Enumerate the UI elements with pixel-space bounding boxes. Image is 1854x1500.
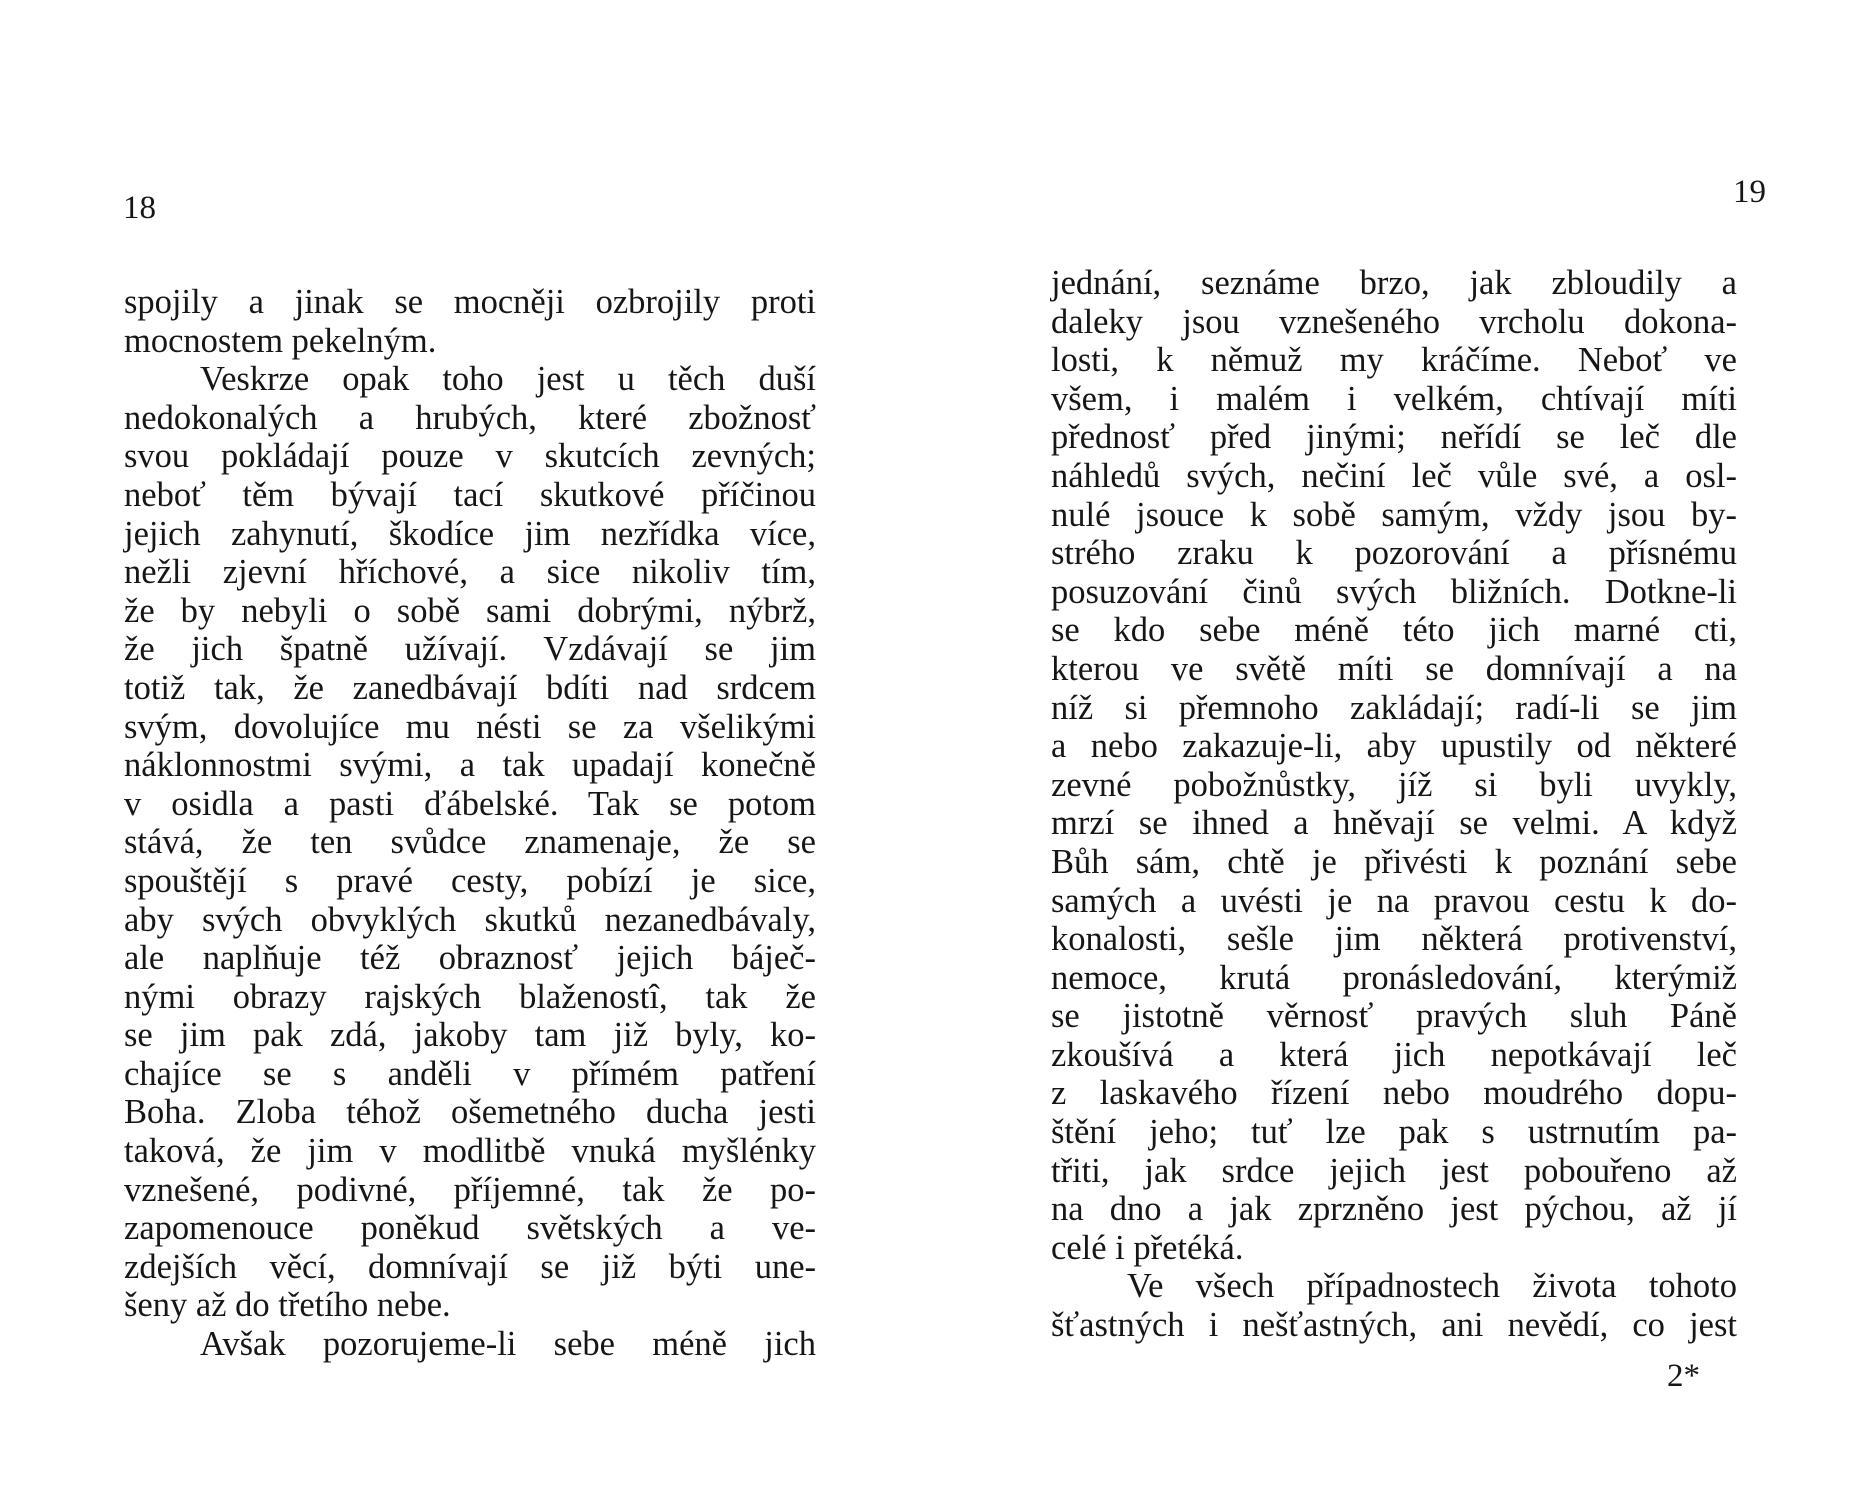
signature-mark: 2* bbox=[1667, 1358, 1700, 1394]
page-number: 18 bbox=[123, 190, 156, 226]
text-line: Veskrze opak toho jest u těch duší bbox=[200, 360, 816, 399]
text-line: spojily a jinak se mocněji ozbrojily proti bbox=[124, 283, 816, 321]
text-line: strého zraku k pozorování a přísnému bbox=[1051, 534, 1737, 573]
text-line: vznešené, podivné, příjemné, tak že po- bbox=[124, 1170, 816, 1209]
text-line: Bůh sám, chtě je přivésti k poznání sebe bbox=[1051, 842, 1737, 881]
text-line: Avšak pozorujeme-li sebe méně jich bbox=[200, 1325, 816, 1364]
text-line: mrzí se ihned a hněvají se velmi. A když bbox=[1051, 804, 1737, 843]
body-text bbox=[124, 283, 816, 1364]
text-line: neboť těm bývají tací skutkové příčinou bbox=[124, 475, 816, 514]
text-line: štění jeho; tuť lze pak s ustrnutím pa- bbox=[1051, 1113, 1737, 1152]
text-line: Ve všech případnostech života tohoto bbox=[1127, 1267, 1737, 1306]
text-line: daleky jsou vznešeného vrcholu dokona- bbox=[1051, 302, 1737, 341]
text-line: nežli zjevní hříchové, a sice nikoliv tím, bbox=[124, 553, 816, 592]
text-line: jednání, seznáme brzo, jak zbloudily a bbox=[1051, 264, 1737, 302]
text-line: že jich špatně užívají. Vzdávají se jim bbox=[124, 630, 816, 669]
text-line: Boha. Zloba téhož ošemetného ducha jesti bbox=[124, 1093, 816, 1132]
body-text bbox=[1051, 264, 1737, 1345]
text-line: nými obrazy rajských blaženostî, tak že bbox=[124, 977, 816, 1016]
text-line: totiž tak, že zanedbávají bdíti nad srdcem bbox=[124, 668, 816, 707]
text-line: ale naplňuje též obraznosť jejich báječ- bbox=[124, 939, 816, 978]
text-line: náklonnostmi svými, a tak upadají konečně bbox=[124, 746, 816, 785]
text-line: se jim pak zdá, jakoby tam již byly, ko- bbox=[124, 1016, 816, 1055]
text-line: posuzování činů svých bližních. Dotkne-li bbox=[1051, 572, 1737, 611]
text-line: šeny až do třetího nebe. bbox=[124, 1286, 451, 1325]
text-line: samých a uvésti je na pravou cestu k do- bbox=[1051, 881, 1737, 920]
text-line: svou pokládají pouze v skutcích zevných; bbox=[124, 437, 816, 476]
text-line: náhledů svých, nečiní leč vůle své, a osl- bbox=[1051, 456, 1737, 495]
text-line: všem, i malém i velkém, chtívají míti bbox=[1051, 379, 1737, 418]
text-line: se kdo sebe méně této jich marné cti, bbox=[1051, 611, 1737, 650]
text-line: zapomenouce poněkud světských a ve- bbox=[124, 1209, 816, 1248]
text-line: přednosť před jinými; neřídí se leč dle bbox=[1051, 418, 1737, 457]
text-line: svým, dovolujíce mu nésti se za všelikými bbox=[124, 707, 816, 746]
text-line: nemoce, krutá pronásledování, kterýmiž bbox=[1051, 958, 1737, 997]
text-line: konalosti, sešle jim některá protivenství, bbox=[1051, 920, 1737, 959]
text-line: zevné pobožnůstky, jíž si byli uvykly, bbox=[1051, 765, 1737, 804]
text-line: jejich zahynutí, škodíce jim nezřídka více, bbox=[124, 514, 816, 553]
page-number: 19 bbox=[1733, 174, 1766, 210]
text-line: nulé jsouce k sobě samým, vždy jsou by- bbox=[1051, 495, 1737, 534]
text-line: zkoušívá a která jich nepotkávají leč bbox=[1051, 1035, 1737, 1074]
text-line: se jistotně věrnosť pravých sluh Páně bbox=[1051, 997, 1737, 1036]
text-line: šťastných i nešťastných, ani nevědí, co jest bbox=[1051, 1306, 1737, 1345]
text-line: zdejších věcí, domnívají se již býti une- bbox=[124, 1247, 816, 1286]
right-page bbox=[927, 0, 1854, 1500]
text-line: níž si přemnoho zakládají; radí-li se jim bbox=[1051, 688, 1737, 727]
text-line: celé i přetéká. bbox=[1051, 1228, 1244, 1267]
text-line: stává, že ten svůdce znamenaje, že se bbox=[124, 823, 816, 862]
text-line: z laskavého řízení nebo moudrého dopu- bbox=[1051, 1074, 1737, 1113]
text-line: a nebo zakazuje-li, aby upustily od některé bbox=[1051, 727, 1737, 766]
text-line: na dno a jak zprzněno jest pýchou, až jí bbox=[1051, 1190, 1737, 1229]
text-line: třiti, jak srdce jejich jest pobouřeno až bbox=[1051, 1151, 1737, 1190]
text-line: aby svých obvyklých skutků nezanedbávaly, bbox=[124, 900, 816, 939]
text-line: chajíce se s anděli v přímém patření bbox=[124, 1054, 816, 1093]
text-line: v osidla a pasti ďábelské. Tak se potom bbox=[124, 784, 816, 823]
text-line: mocnostem pekelným. bbox=[124, 321, 437, 360]
text-line: losti, k němuž my kráčíme. Neboť ve bbox=[1051, 341, 1737, 380]
text-line: že by nebyli o sobě sami dobrými, nýbrž, bbox=[124, 591, 816, 630]
text-line: taková, že jim v modlitbě vnuká myšlénky bbox=[124, 1132, 816, 1171]
text-line: spouštějí s pravé cesty, pobízí je sice, bbox=[124, 861, 816, 900]
text-line: kterou ve světě míti se domnívají a na bbox=[1051, 649, 1737, 688]
text-line: nedokonalých a hrubých, které zbožnosť bbox=[124, 398, 816, 437]
